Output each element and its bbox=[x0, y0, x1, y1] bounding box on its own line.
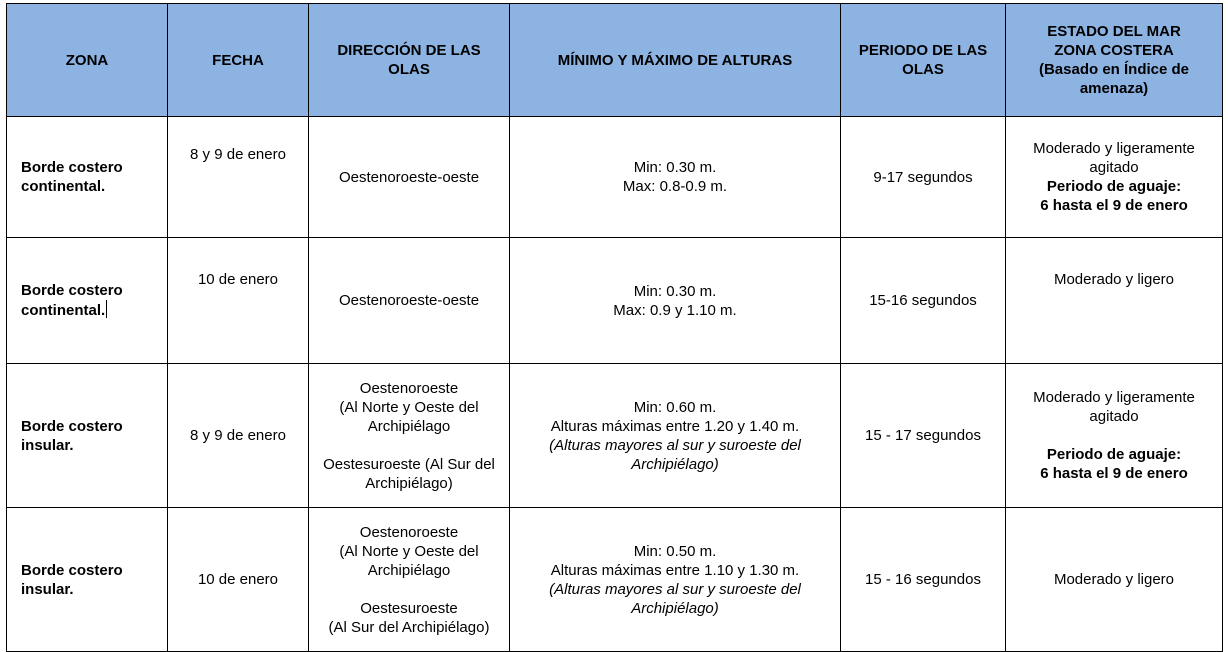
cell-direccion: Oestenoroeste-oeste bbox=[309, 117, 510, 238]
cell-direccion: Oestenoroeste-oeste bbox=[309, 238, 510, 364]
cell-zona: Borde costero insular. bbox=[7, 364, 168, 508]
header-zona: ZONA bbox=[7, 4, 168, 117]
table-row bbox=[7, 364, 1223, 508]
cell-fecha: 10 de enero bbox=[168, 238, 309, 364]
cell-estado bbox=[1006, 117, 1223, 238]
height-note: (Alturas mayores al sur y suroeste del Archipiélago) bbox=[549, 580, 801, 617]
cell-periodo: 9-17 segundos bbox=[841, 117, 1006, 238]
cell-estado bbox=[1006, 364, 1223, 508]
cell-fecha: 8 y 9 de enero bbox=[168, 364, 309, 508]
header-periodo: PERIODO DE LAS OLAS bbox=[841, 4, 1006, 117]
cell-fecha: 10 de enero bbox=[168, 508, 309, 652]
zona-text: Borde costero continental. bbox=[21, 282, 123, 319]
header-alturas: MÍNIMO Y MÁXIMO DE ALTURAS bbox=[510, 4, 841, 117]
cell-alturas bbox=[510, 508, 841, 652]
max-height: Alturas máximas entre 1.10 y 1.30 m. bbox=[550, 561, 800, 579]
max-height: Alturas máximas entre 1.20 y 1.40 m. bbox=[550, 417, 800, 435]
aguaje-label: Periodo de aguaje: bbox=[1046, 446, 1182, 463]
cell-zona: Borde costero insular. bbox=[7, 508, 168, 652]
cell-estado: Moderado y ligero bbox=[1006, 508, 1223, 652]
cell-periodo: 15-16 segundos bbox=[841, 238, 1006, 364]
direccion-b2: (Al Sur del Archipiélago) bbox=[328, 618, 490, 636]
line-gap bbox=[315, 580, 503, 599]
cell-direccion bbox=[309, 508, 510, 652]
cell-periodo: 15 - 17 segundos bbox=[841, 364, 1006, 508]
height-note: (Alturas mayores al sur y suroeste del Archipiélago) bbox=[549, 436, 801, 473]
cell-zona: Borde costero continental. bbox=[7, 117, 168, 238]
text-cursor bbox=[106, 300, 107, 318]
cell-alturas bbox=[510, 364, 841, 508]
max-height: Max: 0.8-0.9 m. bbox=[622, 178, 728, 195]
min-height: Min: 0.50 m. bbox=[633, 542, 717, 560]
direccion-b1: Oestesuroeste bbox=[360, 599, 458, 617]
header-direccion: DIRECCIÓN DE LAS OLAS bbox=[309, 4, 510, 117]
min-height: Min: 0.30 m. bbox=[633, 282, 717, 300]
aguaje-value: 6 hasta el 9 de enero bbox=[1040, 465, 1188, 482]
direccion-a1: Oestenoroeste bbox=[359, 379, 459, 397]
table-row bbox=[7, 508, 1223, 652]
cell-zona bbox=[7, 238, 168, 364]
header-estado-line2: ZONA COSTERA bbox=[1054, 42, 1174, 59]
cell-estado: Moderado y ligero bbox=[1006, 238, 1223, 364]
line-gap bbox=[315, 436, 503, 455]
header-estado bbox=[1006, 4, 1223, 117]
max-height: Max: 0.9 y 1.10 m. bbox=[613, 301, 737, 319]
header-estado-line1: ESTADO DEL MAR bbox=[1047, 23, 1181, 40]
cell-periodo: 15 - 16 segundos bbox=[841, 508, 1006, 652]
min-height: Min: 0.30 m. bbox=[633, 159, 717, 176]
estado-text: Moderado y ligeramente agitado bbox=[1033, 389, 1195, 425]
estado-text: Moderado y ligeramente agitado bbox=[1033, 140, 1195, 176]
aguaje-value: 6 hasta el 9 de enero bbox=[1040, 197, 1188, 214]
cell-alturas bbox=[510, 238, 841, 364]
header-fecha: FECHA bbox=[168, 4, 309, 117]
direccion-a2: (Al Norte y Oeste del Archipiélago bbox=[339, 398, 479, 435]
aguaje-label: Periodo de aguaje: bbox=[1046, 178, 1182, 195]
min-height: Min: 0.60 m. bbox=[633, 398, 717, 416]
cell-direccion bbox=[309, 364, 510, 508]
header-row bbox=[7, 4, 1223, 117]
cell-fecha: 8 y 9 de enero bbox=[168, 117, 309, 238]
direccion-a2: (Al Norte y Oeste del Archipiélago bbox=[339, 542, 479, 579]
cell-alturas bbox=[510, 117, 841, 238]
header-estado-line3: (Basado en Índice de amenaza) bbox=[1038, 61, 1190, 97]
table-row bbox=[7, 117, 1223, 238]
direccion-a1: Oestenoroeste bbox=[359, 523, 459, 541]
direccion-b1: Oestesuroeste (Al Sur del Archipiélago) bbox=[323, 455, 495, 492]
line-gap bbox=[1012, 426, 1216, 445]
wave-forecast-table bbox=[6, 3, 1223, 652]
table-row bbox=[7, 238, 1223, 364]
